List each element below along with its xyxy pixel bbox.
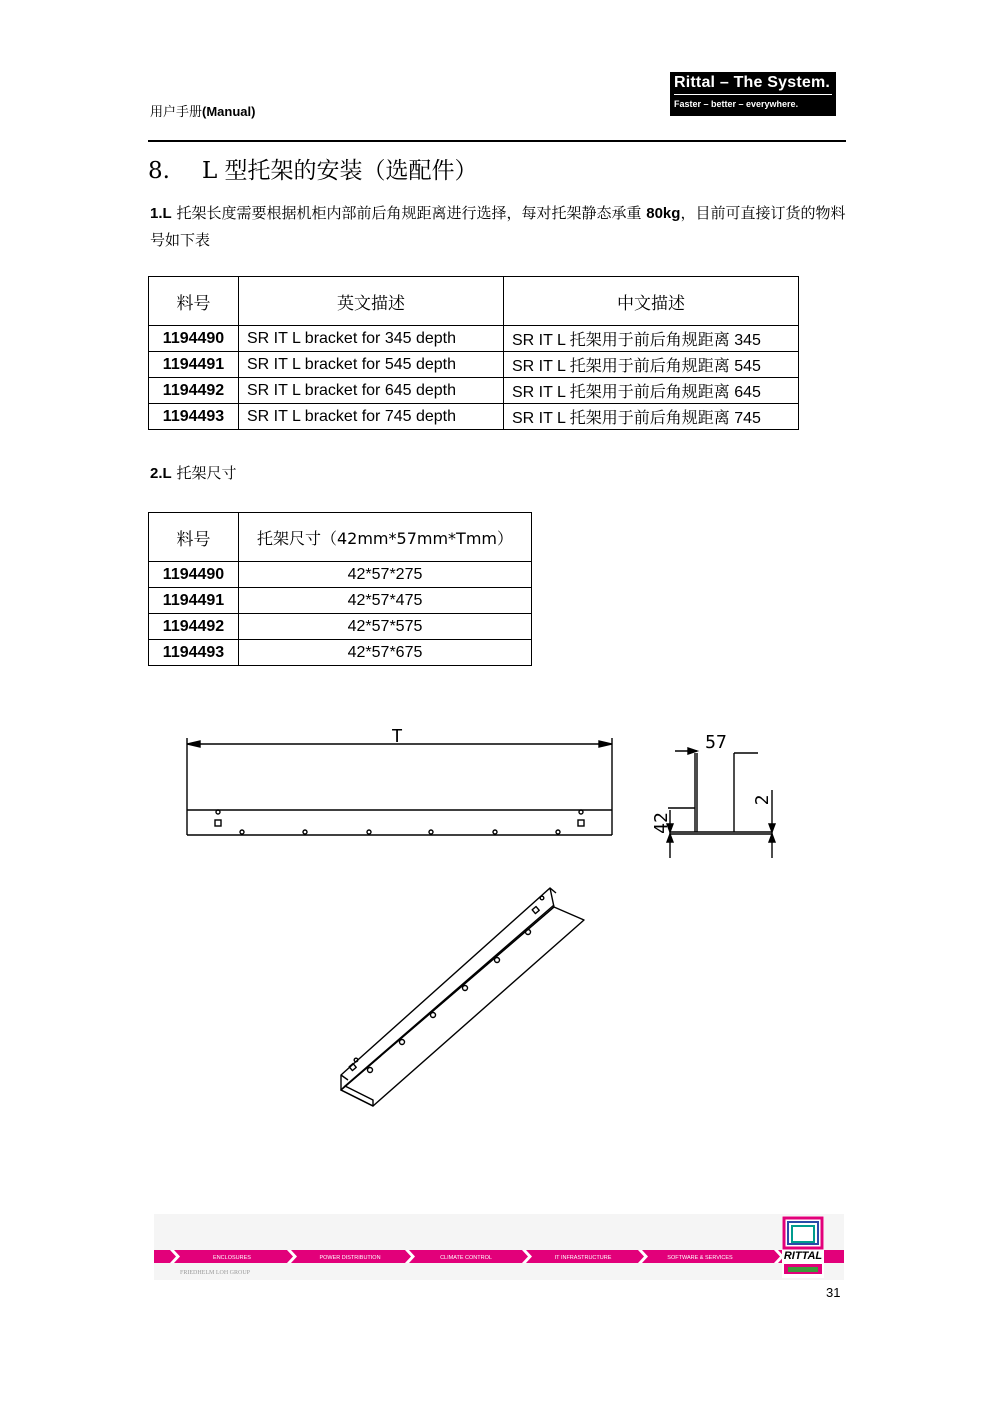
footer-category-power: POWER DISTRIBUTION [319,1255,381,1261]
dimension-2-label: 2 [752,794,773,806]
footer-category-software: SOFTWARE & SERVICES [667,1255,733,1261]
intro-prefix: 1.L [150,205,172,222]
english-description: SR IT L bracket for 745 depth [239,404,504,430]
part-number: 1194490 [149,562,239,588]
dimension-42-label: 42 [651,812,672,834]
manual-label-en: (Manual) [202,104,256,119]
table-row [149,326,799,352]
part-number-table [148,276,799,430]
table-row [149,404,799,430]
bracket-isometric-view [330,880,595,1110]
col-header-en: 英文描述 [239,277,504,326]
chinese-description: SR IT L 托架用于前后角规距离 745 [504,404,799,430]
subsection-heading [150,462,236,483]
manual-label-cn: 用户手册 [150,105,203,120]
bracket-size: 42*57*475 [239,588,532,614]
subsection-text: 托架尺寸 [171,464,237,482]
subsection-prefix: 2.L [150,465,172,482]
footer-category-climate: CLIMATE CONTROL [440,1255,492,1261]
page-number: 31 [826,1285,841,1300]
col-header-pn: 料号 [149,513,239,562]
intro-paragraph [150,200,850,254]
section-title-text: L 型托架的安装（选配件） [201,158,478,184]
english-description: SR IT L bracket for 645 depth [239,378,504,404]
table-header-row [149,513,532,562]
footer-group: FRIEDHELM LOH GROUP [180,1270,251,1276]
logo-rule [674,94,832,95]
bracket-side-view [640,728,790,868]
section-title [148,152,478,185]
part-number: 1194490 [149,326,239,352]
rittal-logo [670,72,836,116]
col-header-size: 托架尺寸（42mm*57mm*Tmm） [239,513,532,562]
chinese-description: SR IT L 托架用于前后角规距离 545 [504,352,799,378]
bracket-size: 42*57*275 [239,562,532,588]
chinese-description: SR IT L 托架用于前后角规距离 345 [504,326,799,352]
english-description: SR IT L bracket for 545 depth [239,352,504,378]
col-header-pn: 料号 [149,277,239,326]
part-number: 1194492 [149,614,239,640]
table-row [149,352,799,378]
footer-category-enclosures: ENCLOSURES [213,1255,251,1261]
chinese-description: SR IT L 托架用于前后角规距离 645 [504,378,799,404]
bracket-size: 42*57*675 [239,640,532,666]
intro-text-a: 托架长度需要根据机柜内部前后角规距离进行选择，每对托架静态承重 [171,204,647,222]
manual-label [150,101,255,120]
part-number: 1194491 [149,588,239,614]
table-row [149,640,532,666]
rittal-brand-mark [782,1216,824,1278]
footer-band [154,1250,844,1263]
table-row [149,614,532,640]
dimension-57-label: 57 [705,732,727,753]
footer-category-it: IT INFRASTRUCTURE [554,1255,612,1261]
dimension-table [148,512,532,666]
english-description: SR IT L bracket for 345 depth [239,326,504,352]
intro-load: 80kg [646,205,681,222]
header-divider [148,140,846,142]
col-header-cn: 中文描述 [504,277,799,326]
part-number: 1194493 [149,404,239,430]
intro-text-b: ，目前可直接订货的物料号如下表 [150,204,846,249]
logo-tagline-sub: Faster – better – everywhere. [674,99,799,109]
rittal-brand-text: RITTAL [783,1250,823,1262]
part-number: 1194492 [149,378,239,404]
section-number: 8. [148,158,170,184]
table-header-row [149,277,799,326]
part-number: 1194491 [149,352,239,378]
bracket-front-view [180,722,625,847]
logo-tagline-main: Rittal – The System. [674,74,831,91]
table-row [149,588,532,614]
dimension-t-label: T [391,726,403,747]
part-number: 1194493 [149,640,239,666]
table-row [149,378,799,404]
table-row [149,562,532,588]
footer-banner [154,1214,844,1280]
bracket-size: 42*57*575 [239,614,532,640]
